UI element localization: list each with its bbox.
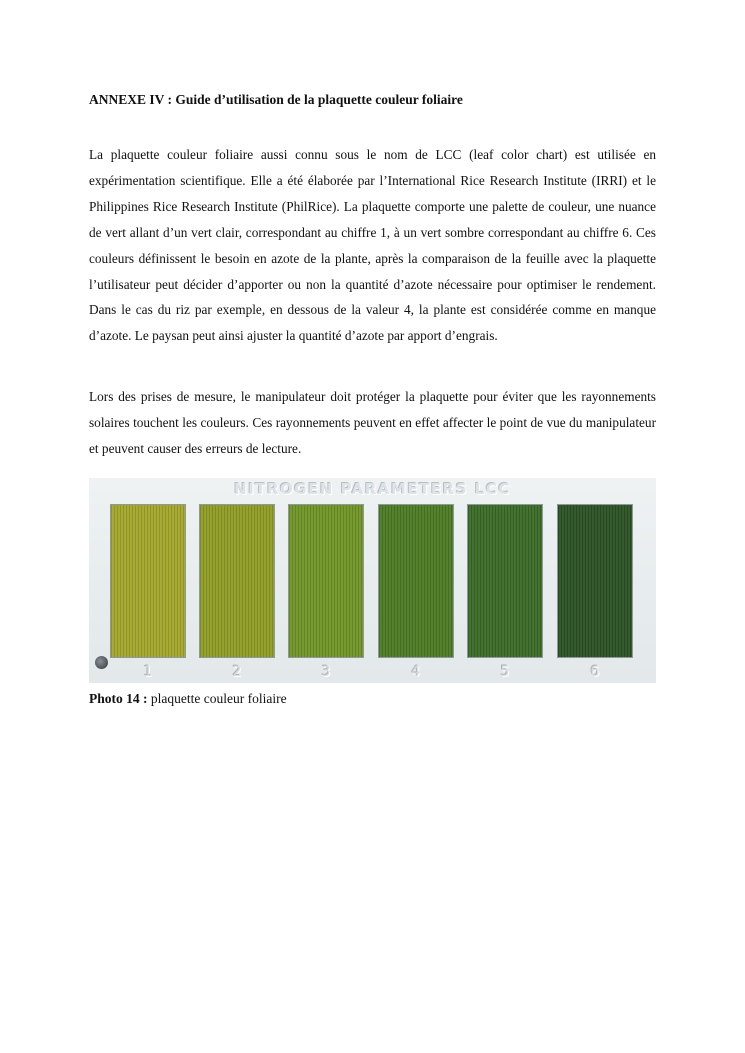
paragraph-measurement-precautions: Lors des prises de mesure, le manipulateur doit protéger la plaquette pour éviter que les rayonnements solaires touchent les couleurs. Ces rayonnements peuvent en effet affecter le point de vue du manipulateur et peuvent causer des erreurs de lecture. [89, 389, 656, 456]
color-swatch-2 [199, 504, 275, 658]
swatch-number-5: 5 [500, 664, 510, 680]
leaf-color-chart-photo [89, 478, 656, 683]
color-swatch-6 [557, 504, 633, 658]
caption-label: Photo 14 : [89, 691, 148, 706]
caption-text: plaquette couleur foliaire [147, 691, 287, 706]
color-swatch-3 [288, 504, 364, 658]
annex-title: ANNEXE IV : Guide d’utilisation de la plaquette couleur foliaire [89, 92, 463, 107]
swatch-number-2: 2 [232, 664, 242, 680]
color-swatch-4 [378, 504, 454, 658]
color-swatch-5 [467, 504, 543, 658]
swatch-number-3: 3 [321, 664, 331, 680]
color-swatch-1 [110, 504, 186, 658]
swatch-number-4: 4 [411, 664, 421, 680]
swatch-number-1: 1 [143, 664, 153, 680]
photo-caption [89, 690, 287, 708]
swatch-number-6: 6 [590, 664, 600, 680]
chart-header-text: NITROGEN PARAMETERS LCC [234, 480, 511, 498]
paragraph-lcc-description: La plaquette couleur foliaire aussi connu sous le nom de LCC (leaf color chart) est utilisée en expérimentation scientifique. Elle a été élaborée par l’International Rice Research Institute (IRRI) et le Philippines Rice Research Institute (PhilRice). La plaquette comporte une palette de couleur, une nuance de vert allant d’un vert clair, correspondant au chiffre 1, à un vert sombre correspondant au chiffre 6. Ces couleurs définissent le besoin en azote de la plante, après la comparaison de la feuille avec la plaquette l’utilisateur peut décider d’apporter ou non la quantité d’azote nécessaire pour optimiser le rendement. Dans le cas du riz par exemple, en dessous de la valeur 4, la plante est considérée comme en manque d’azote. Le paysan peut ainsi ajuster la quantité d’azote par apport d’engrais. [89, 147, 656, 344]
chart-hole-icon [95, 656, 108, 669]
